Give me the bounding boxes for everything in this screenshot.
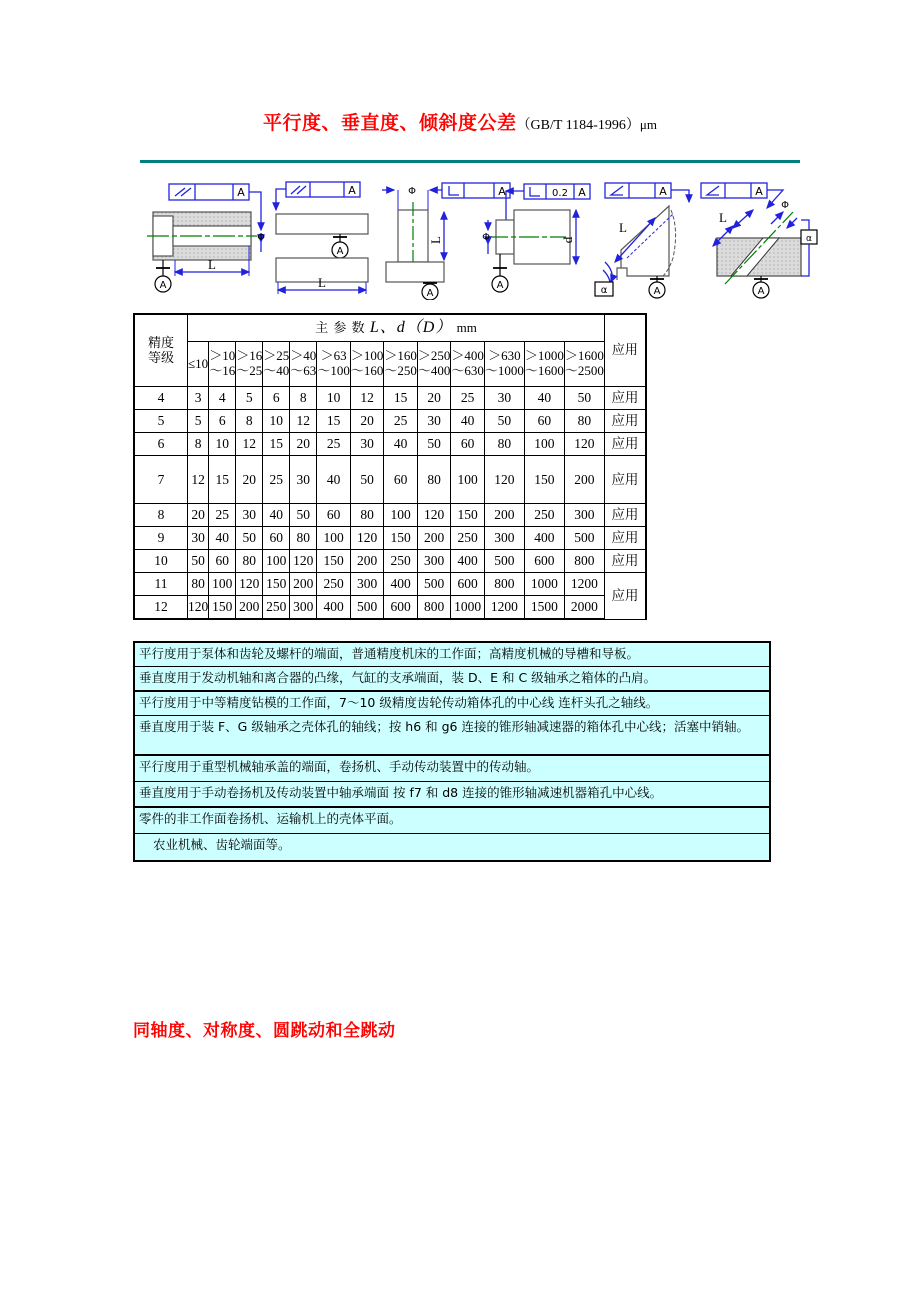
header-range-from: ＞10 [209,348,236,364]
header-range-from: ＞63 [320,348,347,364]
header-range-from: ＞1600 [564,348,604,364]
header-range-to: ～400 [417,363,451,378]
svg-text:Φ: Φ [781,200,789,211]
cell-value: 400 [451,550,485,573]
application-notes [133,641,771,862]
header-range [451,342,485,387]
cell-value: 40 [317,456,351,504]
note-item: 垂直度用于发动机轴和离合器的凸缘，气缸的支承端面，装 D、E 和 C 级轴承之箱体的凸肩。 [135,667,769,692]
diagram-parallelism-shaft-bore [147,184,265,292]
cell-value: 150 [524,456,564,504]
cell-value: 80 [564,410,604,433]
header-range [317,342,351,387]
header-range [384,342,418,387]
svg-text:L: L [428,236,443,244]
cell-grade: 7 [134,456,188,504]
header-range-to: ～1600 [524,363,564,378]
cell-value: 40 [524,387,564,410]
header-range-from: ＞630 [488,348,521,364]
cell-value: 12 [236,433,263,456]
cell-value: 40 [451,410,485,433]
header-main-parameter [188,314,605,342]
table-body [134,387,646,620]
cell-value: 40 [209,527,236,550]
diagram-angularity-wedge [595,183,689,298]
header-range-to: ～25 [236,363,263,378]
note-item: 平行度用于泵体和齿轮及螺杆的端面，普通精度机床的工作面；高精度机械的导槽和导板。 [135,643,769,667]
note-item: 零件的非工作面卷扬机、运输机上的壳体平面。 [135,808,769,834]
cell-value: 25 [384,410,418,433]
header-range [209,342,236,387]
cell-value: 20 [290,433,317,456]
table-row [134,527,646,550]
cell-value: 250 [263,596,290,620]
cell-value: 12 [350,387,384,410]
cell-value: 20 [188,504,209,527]
header-range [263,342,290,387]
cell-value: 40 [384,433,418,456]
cell-value: 6 [263,387,290,410]
cell-value: 8 [290,387,317,410]
cell-value: 80 [350,504,384,527]
header-range-from: ＞1000 [524,348,564,364]
cell-value: 600 [524,550,564,573]
diagram-perpendicularity-post [382,183,510,300]
table-row [134,387,646,410]
cell-value: 120 [484,456,524,504]
cell-value: 500 [417,573,451,596]
cell-value: 250 [384,550,418,573]
header-main-vars: L、d（D） [369,318,453,336]
cell-value: 60 [263,527,290,550]
cell-apply: 应用 [604,456,646,504]
cell-value: 800 [417,596,451,620]
cell-grade: 12 [134,596,188,620]
header-range-to: ～40 [263,363,290,378]
svg-text:A: A [498,185,506,198]
tolerance-diagram-strip [145,180,825,300]
section-heading-runout: 同轴度、对称度、圆跳动和全跳动 [133,1021,396,1041]
cell-grade: 5 [134,410,188,433]
cell-apply: 应用 [604,527,646,550]
cell-value: 1500 [524,596,564,620]
cell-apply: 应用 [604,504,646,527]
header-range-to: ～2500 [564,363,604,378]
header-range-from: ＞160 [384,348,417,364]
cell-grade: 6 [134,433,188,456]
cell-value: 150 [317,550,351,573]
svg-text:A: A [496,280,504,291]
diagram-perpendicularity-flange [482,184,590,292]
cell-value: 100 [317,527,351,550]
cell-grade: 10 [134,550,188,573]
cell-value: 600 [384,596,418,620]
cell-value: 150 [209,596,236,620]
cell-value: 50 [350,456,384,504]
cell-value: 15 [209,456,236,504]
cell-value: 120 [350,527,384,550]
cell-value: 600 [451,573,485,596]
cell-value: 20 [350,410,384,433]
svg-text:A: A [159,280,167,291]
svg-text:A: A [659,185,667,198]
cell-value: 25 [209,504,236,527]
cell-value: 200 [564,456,604,504]
page-title-main: 平行度、垂直度、倾斜度公差 [263,112,517,134]
cell-value: 100 [524,433,564,456]
cell-value: 8 [188,433,209,456]
header-range-from: ＞40 [290,348,317,364]
cell-value: 300 [417,550,451,573]
cell-value: 30 [188,527,209,550]
header-range [564,342,604,387]
page-title-standard: （GB/T 1184-1996） [516,118,640,133]
cell-value: 50 [290,504,317,527]
cell-value: 50 [188,550,209,573]
svg-text:A: A [757,286,765,297]
cell-value: 12 [290,410,317,433]
cell-value: 120 [417,504,451,527]
table-row [134,573,646,596]
cell-value: 50 [484,410,524,433]
cell-value: 12 [188,456,209,504]
header-grade-line1: 精度 [147,334,174,350]
cell-value: 400 [384,573,418,596]
cell-value: 60 [524,410,564,433]
cell-apply: 应用 [604,573,646,620]
cell-value: 30 [484,387,524,410]
diagram-angularity-inclined-bore [701,183,817,298]
cell-value: 30 [350,433,384,456]
header-range-to: ～160 [350,363,384,378]
svg-text:A: A [426,288,434,299]
cell-value: 120 [564,433,604,456]
cell-value: 800 [564,550,604,573]
header-range-from: ＞100 [350,348,384,364]
cell-value: 100 [451,456,485,504]
header-range [350,342,384,387]
header-grade [134,314,188,387]
cell-value: 80 [417,456,451,504]
header-range-from: ＞25 [263,348,290,364]
header-grade-line2: 等级 [147,349,174,365]
header-range-to: ～63 [290,363,317,378]
table-row [134,410,646,433]
header-main-label: 主 参 数 [315,319,366,335]
header-main-unit: mm [456,319,477,335]
svg-text:L: L [619,220,627,235]
cell-value: 150 [451,504,485,527]
cell-value: 60 [209,550,236,573]
cell-value: 250 [524,504,564,527]
svg-text:Φ: Φ [257,232,265,243]
header-range-to: ～1000 [484,363,524,378]
cell-value: 40 [263,504,290,527]
table-row [134,504,646,527]
header-range [484,342,524,387]
cell-value: 300 [484,527,524,550]
cell-value: 120 [188,596,209,620]
cell-value: 100 [263,550,290,573]
cell-value: 30 [417,410,451,433]
cell-value: 50 [236,527,263,550]
cell-value: 300 [350,573,384,596]
cell-value: 120 [290,550,317,573]
cell-apply: 应用 [604,550,646,573]
svg-text:A: A [755,185,763,198]
header-range-to: ～250 [384,363,417,378]
svg-text:L: L [208,257,216,272]
header-range [188,342,209,387]
cell-value: 80 [484,433,524,456]
cell-value: 250 [451,527,485,550]
cell-value: 500 [564,527,604,550]
cell-value: 15 [317,410,351,433]
header-range-from: ≤10 [188,355,209,371]
cell-value: 200 [236,596,263,620]
cell-value: 120 [236,573,263,596]
svg-text:A: A [578,186,586,199]
cell-value: 15 [384,387,418,410]
cell-value: 300 [564,504,604,527]
header-range [290,342,317,387]
cell-value: 20 [417,387,451,410]
cell-value: 100 [209,573,236,596]
cell-value: 10 [263,410,290,433]
cell-value: 60 [451,433,485,456]
table-head-row-main [134,314,646,342]
svg-text:A: A [653,286,661,297]
note-item: 平行度用于重型机械轴承盖的端面，卷扬机、手动传动装置中的传动轴。 [135,756,769,782]
cell-value: 25 [451,387,485,410]
cell-value: 4 [209,387,236,410]
note-item: 平行度用于中等精度钻模的工作面，7～10 级精度齿轮传动箱体孔的中心线 连杆头孔之轴线。 [135,692,769,716]
note-item: 农业机械、齿轮端面等。 [135,834,769,860]
cell-value: 10 [209,433,236,456]
cell-value: 20 [236,456,263,504]
cell-value: 1000 [451,596,485,620]
cell-value: 50 [417,433,451,456]
cell-apply: 应用 [604,433,646,456]
header-range-to: ～16 [209,363,236,378]
header-range-to: ～630 [451,363,484,378]
cell-value: 200 [290,573,317,596]
cell-value: 100 [384,504,418,527]
header-range-to: ～100 [317,363,350,378]
table-head-row-ranges [134,342,646,387]
cell-value: 15 [263,433,290,456]
cell-value: 80 [290,527,317,550]
tolerance-table [133,313,647,620]
svg-text:d: d [560,236,575,244]
svg-text:A: A [237,186,245,199]
cell-value: 500 [350,596,384,620]
cell-value: 50 [564,387,604,410]
cell-value: 400 [524,527,564,550]
table-row [134,456,646,504]
cell-value: 80 [236,550,263,573]
cell-value: 150 [384,527,418,550]
cell-value: 250 [317,573,351,596]
cell-value: 25 [317,433,351,456]
cell-value: 60 [384,456,418,504]
svg-text:0.2: 0.2 [552,188,568,199]
cell-value: 200 [350,550,384,573]
cell-value: 8 [236,410,263,433]
svg-text:A: A [348,184,356,197]
cell-value: 6 [209,410,236,433]
page-title-unit: μm [639,117,657,132]
table-row [134,550,646,573]
title-divider [140,160,800,163]
cell-value: 150 [263,573,290,596]
cell-value: 500 [484,550,524,573]
cell-value: 5 [188,410,209,433]
cell-value: 300 [290,596,317,620]
diagram-parallelism-two-plates [276,182,368,294]
cell-value: 1200 [564,573,604,596]
cell-value: 30 [290,456,317,504]
cell-value: 3 [188,387,209,410]
header-range [417,342,451,387]
svg-text:Φ: Φ [408,186,416,197]
cell-value: 2000 [564,596,604,620]
svg-text:α: α [600,285,608,296]
cell-value: 80 [188,573,209,596]
table-row [134,433,646,456]
cell-apply: 应用 [604,410,646,433]
cell-apply: 应用 [604,387,646,410]
cell-grade: 8 [134,504,188,527]
svg-text:α: α [806,234,812,244]
note-item: 垂直度用于手动卷扬机及传动装置中轴承端面 按 f7 和 d8 连接的锥形轴减速机器箱孔中心线。 [135,782,769,808]
cell-value: 400 [317,596,351,620]
cell-grade: 9 [134,527,188,550]
cell-grade: 4 [134,387,188,410]
cell-value: 200 [484,504,524,527]
header-range-from: ＞250 [417,348,451,364]
note-item: 垂直度用于装 F、G 级轴承之壳体孔的轴线；按 h6 和 g6 连接的锥形轴减速器的箱体孔中心线；活塞中销轴。 [135,716,769,756]
svg-text:L: L [719,210,727,225]
cell-value: 800 [484,573,524,596]
table-row [134,596,646,620]
cell-value: 25 [263,456,290,504]
svg-text:A: A [336,246,344,257]
header-range-from: ＞400 [451,348,484,364]
header-apply: 应用 [604,314,646,387]
cell-value: 1200 [484,596,524,620]
header-range-from: ＞16 [236,348,263,364]
cell-value: 200 [417,527,451,550]
header-range [236,342,263,387]
table-head [134,314,646,387]
cell-grade: 11 [134,573,188,596]
cell-value: 30 [236,504,263,527]
svg-text:Φ: Φ [482,232,490,243]
cell-value: 1000 [524,573,564,596]
page-title [0,108,920,135]
cell-value: 10 [317,387,351,410]
svg-text:L: L [318,275,326,290]
cell-value: 5 [236,387,263,410]
cell-value: 60 [317,504,351,527]
header-range [524,342,564,387]
